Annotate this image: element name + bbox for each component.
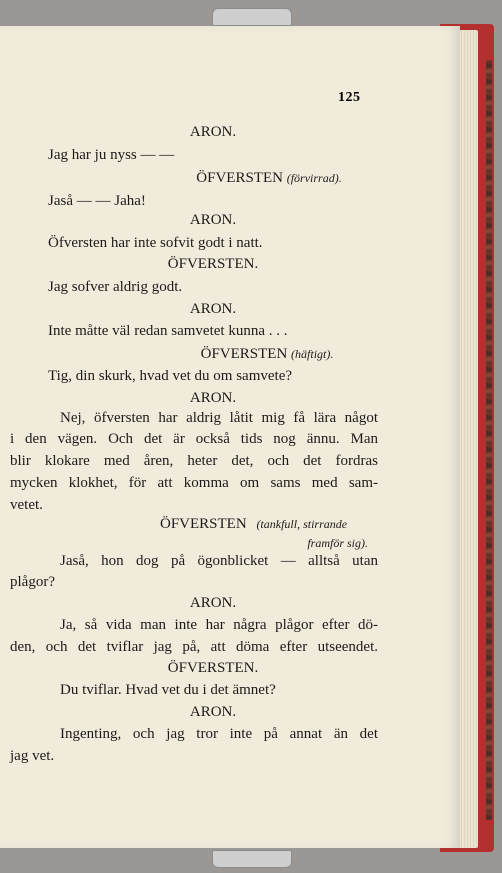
stage-direction-continued — [221, 535, 378, 552]
text-line: Ingenting, och jag tror inte på annat än det — [60, 726, 378, 742]
stage-direction: framför sig). — [307, 536, 368, 550]
text-line: vetet. — [10, 497, 43, 513]
speaker-heading: ÖFVERSTEN. — [167, 660, 259, 676]
text-line: Jag sofver aldrig godt. — [48, 279, 183, 295]
text-line: Tig, din skurk, hvad vet du om samvete? — [48, 368, 293, 384]
speaker-heading: ARON. — [189, 390, 237, 406]
cover-spine-edge — [486, 60, 492, 820]
text-line: blir klokare med åren, heter det, och det fordras — [10, 453, 378, 469]
text-line: Ja, så vida man inte har några plågor efter dö- — [60, 617, 378, 633]
text-line: i den vägen. Och det är också tids nog ännu. Man — [10, 431, 378, 447]
text-line: Inte måtte väl redan samvetet kunna . . . — [48, 323, 288, 339]
text-line: den, och det tviflar jag på, att döma efter utseendet. — [10, 639, 378, 655]
speaker-heading: ÖFVERSTEN. — [167, 256, 259, 272]
text-line: Jaså, hon dog på ögonblicket — alltså utan — [60, 553, 378, 569]
speaker-heading: ARON. — [189, 301, 237, 317]
page-number: 125 — [338, 90, 361, 105]
speaker-heading — [160, 516, 378, 533]
top-page-clip — [212, 8, 292, 26]
text-line: plågor? — [10, 574, 55, 590]
speaker-name: ÖFVERSTEN — [200, 346, 288, 362]
speaker-name: ÖFVERSTEN — [160, 516, 247, 532]
text-line: Jag har ju nyss — — — [48, 147, 175, 163]
text-line: Jaså — — Jaha! — [48, 193, 146, 209]
text-line: jag vet. — [10, 748, 55, 764]
text-line: Du tviflar. Hvad vet du i det ämnet? — [60, 682, 276, 698]
bottom-page-clip — [212, 850, 292, 868]
speaker-heading — [48, 170, 434, 187]
stage-direction: (häftigt). — [291, 347, 334, 361]
speaker-heading: ARON. — [189, 212, 237, 228]
speaker-heading: ARON. — [189, 595, 237, 611]
book-page — [0, 26, 460, 848]
text-line: mycken klokhet, för att komma om sams med sam- — [10, 475, 378, 491]
speaker-heading — [48, 346, 432, 363]
speaker-heading: ARON. — [189, 704, 237, 720]
stage-direction: (förvirrad). — [286, 171, 342, 185]
stage-direction: (tankfull, stirrande — [256, 517, 348, 531]
speaker-heading: ARON. — [189, 124, 237, 140]
text-line: Öfversten har inte sofvit godt i natt. — [48, 235, 263, 251]
speaker-name: ÖFVERSTEN — [196, 170, 283, 186]
text-line: Nej, öfversten har aldrig låtit mig få lära något — [60, 410, 378, 426]
